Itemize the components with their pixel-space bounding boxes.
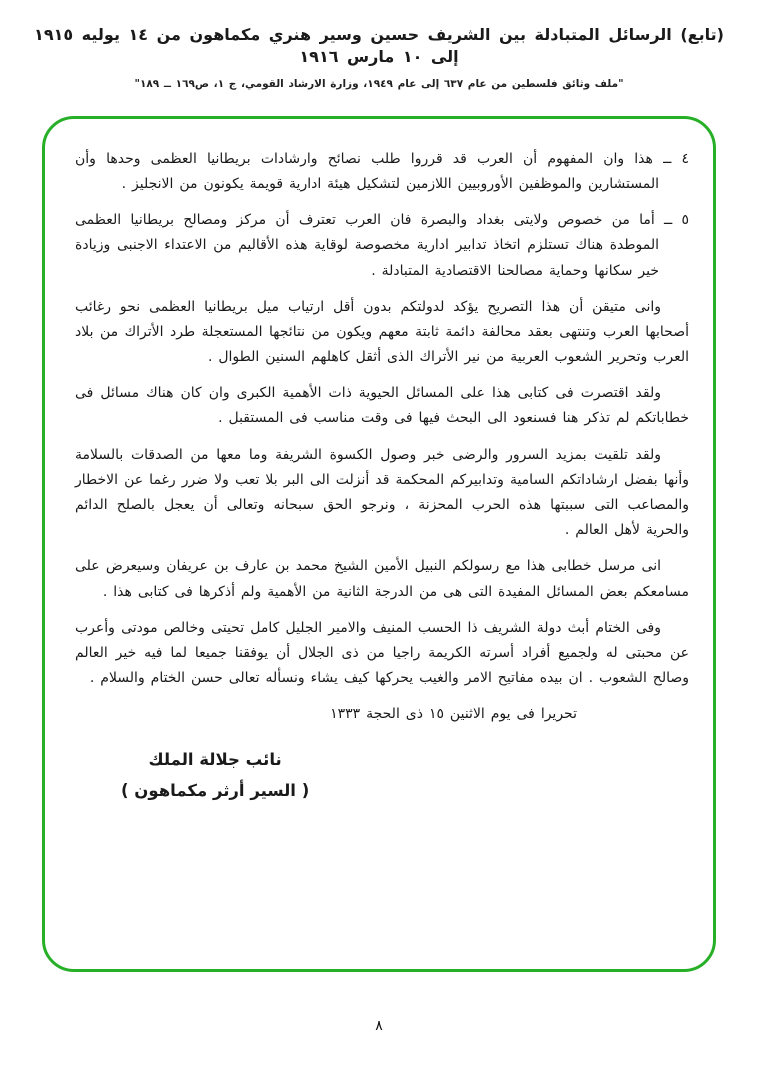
page-header bbox=[0, 24, 758, 90]
item-number: ٤ ــ bbox=[663, 150, 689, 167]
item-number: ٥ ــ bbox=[664, 212, 690, 229]
letter-paragraph: انى مرسل خطابى هذا مع رسولكم النبيل الأمين الشيخ محمد بن عارف بن عريفان وسيعرض على مسامعكم بعض المسائل المفيدة التى هى من الدرجة الثانية من الأهمية ولم أذكرها فى كتابى هذا . bbox=[75, 558, 689, 600]
document-title: (تابع) الرسائل المتبادلة بين الشريف حسين وسير هنري مكماهون من ١٤ يوليه ١٩١٥ إلى ١٠ مارس ١٩١٦ bbox=[34, 25, 724, 67]
numbered-item-5 bbox=[75, 208, 689, 284]
page-number: ٨ bbox=[375, 1018, 383, 1034]
signature-name: ( السير أرثر مكماهون ) bbox=[121, 780, 310, 800]
signature-title: نائب جلالة الملك bbox=[148, 749, 282, 769]
letter-frame bbox=[42, 116, 716, 972]
source-citation: "ملف وثائق فلسطين من عام ٦٣٧ إلى عام ١٩٤٩، وزارة الارشاد القومي، ج ١، ص١٦٩ ــ ١٨٩" bbox=[134, 77, 624, 90]
letter-paragraph: ولقد اقتصرت فى كتابى هذا على المسائل الحيوية ذات الأهمية الكبرى وان كان هناك مسائل فى خطاباتكم لم تذكر هنا فسنعود الى البحث فيها فى وقت مناسب فى المستقبل . bbox=[75, 385, 689, 427]
signature-block bbox=[121, 744, 309, 807]
letter-paragraph: ولقد تلقيت بمزيد السرور والرضى خبر وصول الكسوة الشريفة وما معها من الصدقات بالسلامة وأنها بفضل ارشاداتكم السامية وتدابيركم المحكمة قد أنزلت الى البر بلا تعب ولا ضرر رغما عن الاخطار والمصاعب التى سببتها هذه الحرب المحزنة ، ونرجو الحق سبحانه وتعالى أن يعجل بالصلح الدائم والحرية لأهل العالم . bbox=[75, 446, 689, 539]
date-line: تحريرا فى يوم الاثنين ١٥ ذى الحجة ١٣٣٣ bbox=[330, 706, 577, 723]
numbered-item-4 bbox=[75, 147, 689, 197]
letter-paragraph: وفى الختام أبث دولة الشريف ذا الحسب المنيف والامير الجليل كامل تحيتى وخالص مودتى وأعرب عن محبتى له ولجميع أفراد أسرته الكريمة راجيا من ذى الجلال أن يوفقنا جميعا لما فيه خير العالم وصالح الشعوب . ان بيده مفاتيح الامر والغيب يحركها كيف يشاء ونسأله تعالى حسن الختام والسلام . bbox=[75, 619, 689, 687]
letter-paragraph: وانى متيقن أن هذا التصريح يؤكد لدولتكم بدون أقل ارتياب ميل بريطانيا العظمى نحو رغائب أصحابها العرب وتنتهى بعقد محالفة دائمة ثابتة معهم ويكون من نتائجها المستعجلة طرد الأتراك من بلاد العرب وتحرير الشعوب العربية من نير الأتراك الذى أثقل كاهلهم السنين الطوال . bbox=[75, 298, 689, 366]
item-text: هذا وان المفهوم أن العرب قد قرروا طلب نصائح وارشادات بريطانيا العظمى وحدها وأن المستشارين والموظفين الأوروبيين اللازمين لتشكيل هيئة ادارية قويمة يكونون من الانجليز . bbox=[75, 150, 659, 192]
item-text: أما من خصوص ولايتى بغداد والبصرة فان العرب تعترف أن مركز ومصالح بريطانيا العظمى الموطدة هناك تستلزم اتخاذ تدابير ادارية مخصوصة لوقاية هذه الأقاليم من الاعتداء الاجنبى وزيادة خير سكانها وحماية مصالحنا الاقتصادية المتبادلة . bbox=[75, 212, 659, 279]
